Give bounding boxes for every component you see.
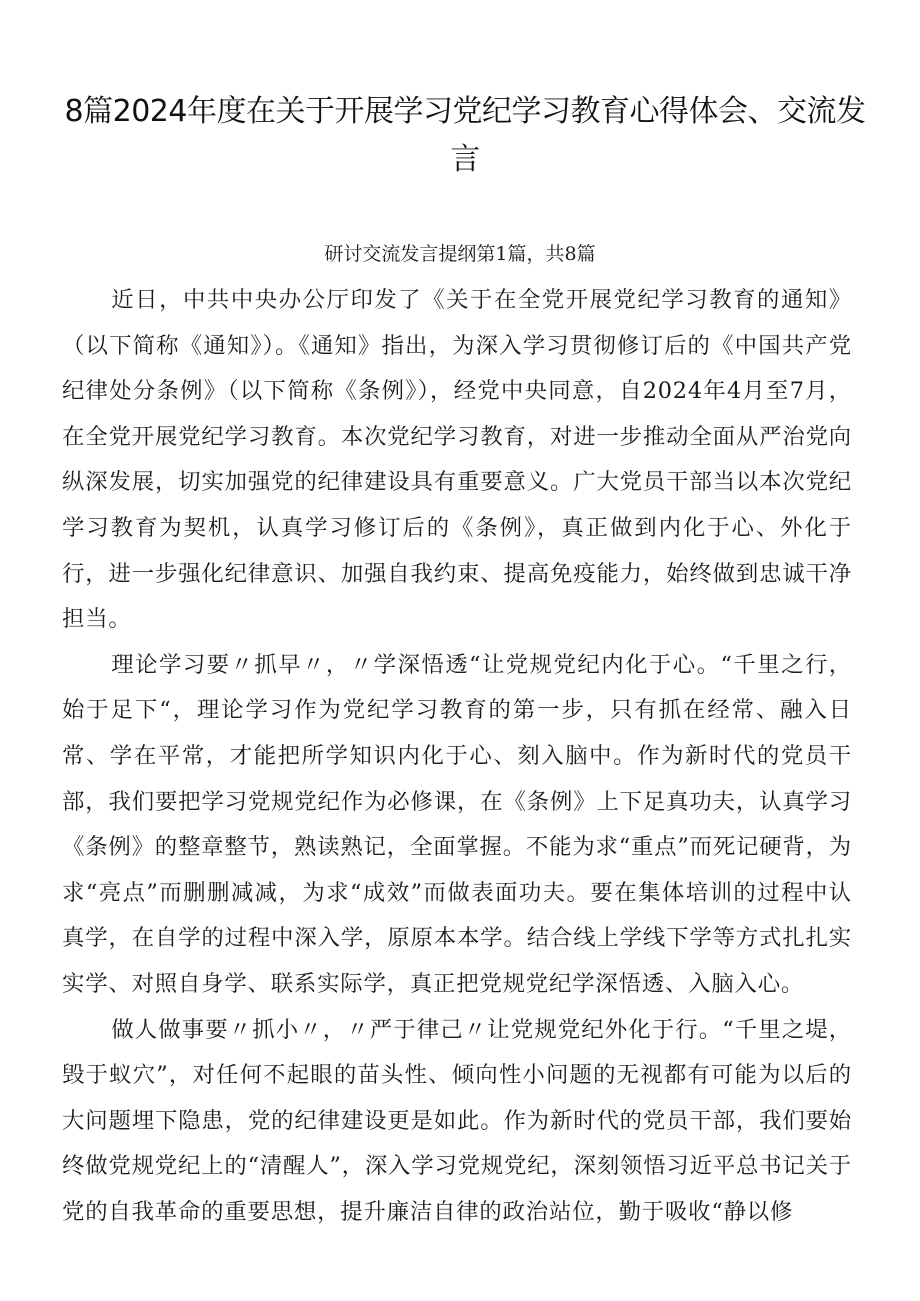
body-paragraph: 理论学习要〃抓早〃，〃学深悟透“让党规党纪内化于心。“千里之行，始于足下“，理论学习作为党纪学习教育的第一步，只有抓在经常、融入日常、学在平常，才能把所学知识内化于心、刻入脑中。作为新时代的党员干部，我们要把学习党规党纪作为必修课，在《条例》上下足真功夫，认真学习《条例》的整章整节，熟读熟记，全面掌握。不能为求“重点”而死记硬背，为求“亮点”而删删减减，为求“成效”而做表面功夫。要在集体培训的过程中认真学，在自学的过程中深入学，原原本本学。结合线上学线下学等方式扎扎实实学、对照自身学、联系实际学，真正把党规党纪学深悟透、入脑入心。 [62, 651, 852, 997]
document-subtitle: 研讨交流发言提纲第1篇，共8篇 [324, 243, 596, 265]
document-body [62, 278, 852, 1235]
document-title: 8篇2024年度在关于开展学习党纪学习教育心得体会、交流发言 [64, 94, 866, 177]
body-paragraph: 近日，中共中央办公厅印发了《关于在全党开展党纪学习教育的通知》（以下简称《通知》）。《通知》指出，为深入学习贯彻修订后的《中国共产党纪律处分条例》（以下简称《条例》），经党中央同意，自2024年4月至7月，在全党开展党纪学习教育。本次党纪学习教育，对进一步推动全面从严治党向纵深发展，切实加强党的纪律建设具有重要意义。广大党员干部当以本次党纪学习教育为契机，认真学习修订后的《条例》，真正做到内化于心、外化于行，进一步强化纪律意识、加强自我约束、提高免疫能力，始终做到忠诚干净担当。 [62, 287, 852, 633]
body-paragraph: 做人做事要〃抓小〃，〃严于律己〃让党规党纪外化于行。“千里之堤，毁于蚁穴”，对任何不起眼的苗头性、倾向性小问题的无视都有可能为以后的大问题埋下隐患，党的纪律建设更是如此。作为新时代的党员干部，我们要始终做党规党纪上的“清醒人”，深入学习党规党纪，深刻领悟习近平总书记关于党的自我革命的重要思想，提升廉洁自律的政治站位，勤于吸收“静以修 [62, 1016, 852, 1225]
